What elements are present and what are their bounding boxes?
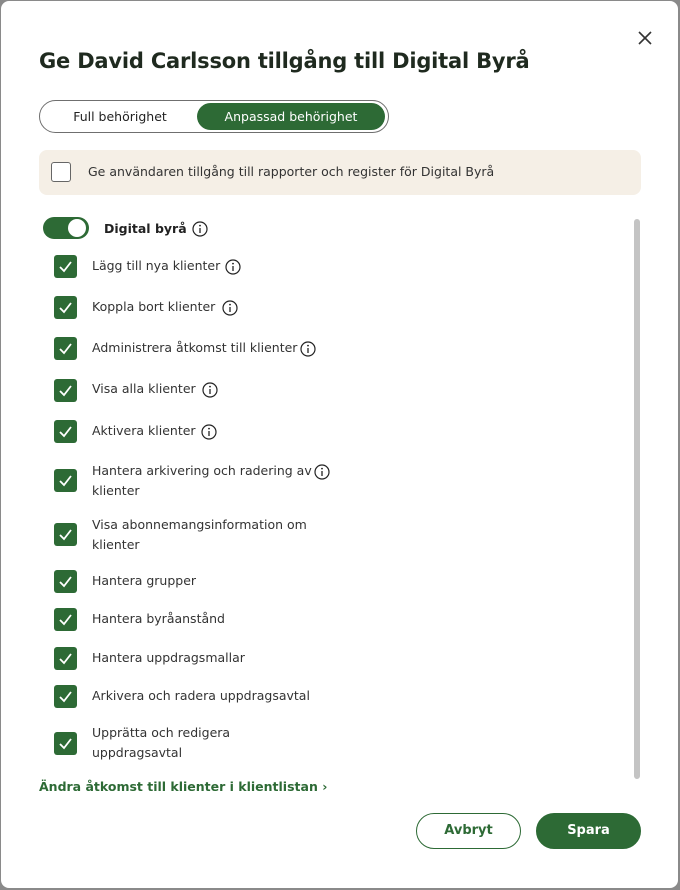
permission-label [92, 461, 312, 501]
save-button[interactable]: Spara [536, 813, 641, 849]
permission-label-line: klienter [92, 483, 140, 498]
info-icon[interactable] [202, 382, 218, 398]
permission-checkbox[interactable] [54, 296, 77, 319]
permission-checkbox[interactable] [54, 732, 77, 755]
permission-label: Aktivera klienter [92, 423, 196, 438]
toggle-knob [68, 219, 86, 237]
dialog-title: Ge David Carlsson tillgång till Digital Byrå [39, 49, 530, 73]
permission-checkbox[interactable] [54, 255, 77, 278]
permission-label: Arkivera och radera uppdragsavtal [92, 688, 310, 703]
permission-label: Administrera åtkomst till klienter [92, 340, 298, 355]
permission-label [92, 515, 307, 555]
permission-label-line: klienter [92, 537, 140, 552]
change-client-access-link[interactable]: Ändra åtkomst till klienter i klientlistan › [39, 779, 328, 794]
section-label: Digital byrå [104, 221, 187, 236]
tab-custom-permission[interactable]: Anpassad behörighet [197, 103, 385, 130]
permission-checkbox[interactable] [54, 469, 77, 492]
permission-checkbox[interactable] [54, 523, 77, 546]
permission-label-line: Upprätta och redigera [92, 725, 231, 740]
report-access-checkbox[interactable] [51, 162, 71, 182]
permission-checkbox[interactable] [54, 337, 77, 360]
permission-label-line: uppdragsavtal [92, 745, 183, 760]
report-access-option [39, 150, 641, 195]
info-icon[interactable] [225, 259, 241, 275]
report-access-label: Ge användaren tillgång till rapporter och register för Digital Byrå [88, 164, 495, 179]
permission-label-line: Visa abonnemangsinformation om [92, 517, 307, 532]
cancel-button[interactable]: Avbryt [416, 813, 521, 849]
permission-label: Lägg till nya klienter [92, 258, 221, 273]
digital-byra-toggle[interactable] [43, 217, 89, 239]
close-icon[interactable] [634, 27, 656, 49]
info-icon[interactable] [222, 300, 238, 316]
permission-checkbox[interactable] [54, 379, 77, 402]
info-icon[interactable] [201, 424, 217, 440]
permission-label [92, 723, 230, 763]
permission-label: Visa alla klienter [92, 381, 196, 396]
permission-mode-switch [39, 100, 389, 133]
permission-dialog [1, 1, 678, 888]
info-icon[interactable] [314, 464, 330, 480]
permission-label: Koppla bort klienter [92, 299, 216, 314]
scrollbar[interactable] [634, 219, 640, 779]
permission-label: Hantera uppdragsmallar [92, 650, 245, 665]
permission-checkbox[interactable] [54, 608, 77, 631]
permission-checkbox[interactable] [54, 647, 77, 670]
permission-label-line: Hantera arkivering och radering av [92, 463, 312, 478]
tab-full-permission[interactable]: Full behörighet [73, 109, 167, 124]
permission-checkbox[interactable] [54, 420, 77, 443]
permission-checkbox[interactable] [54, 570, 77, 593]
permission-checkbox[interactable] [54, 685, 77, 708]
info-icon[interactable] [300, 341, 316, 357]
info-icon[interactable] [192, 221, 208, 237]
permission-label: Hantera grupper [92, 573, 197, 588]
permission-label: Hantera byråanstånd [92, 611, 225, 626]
